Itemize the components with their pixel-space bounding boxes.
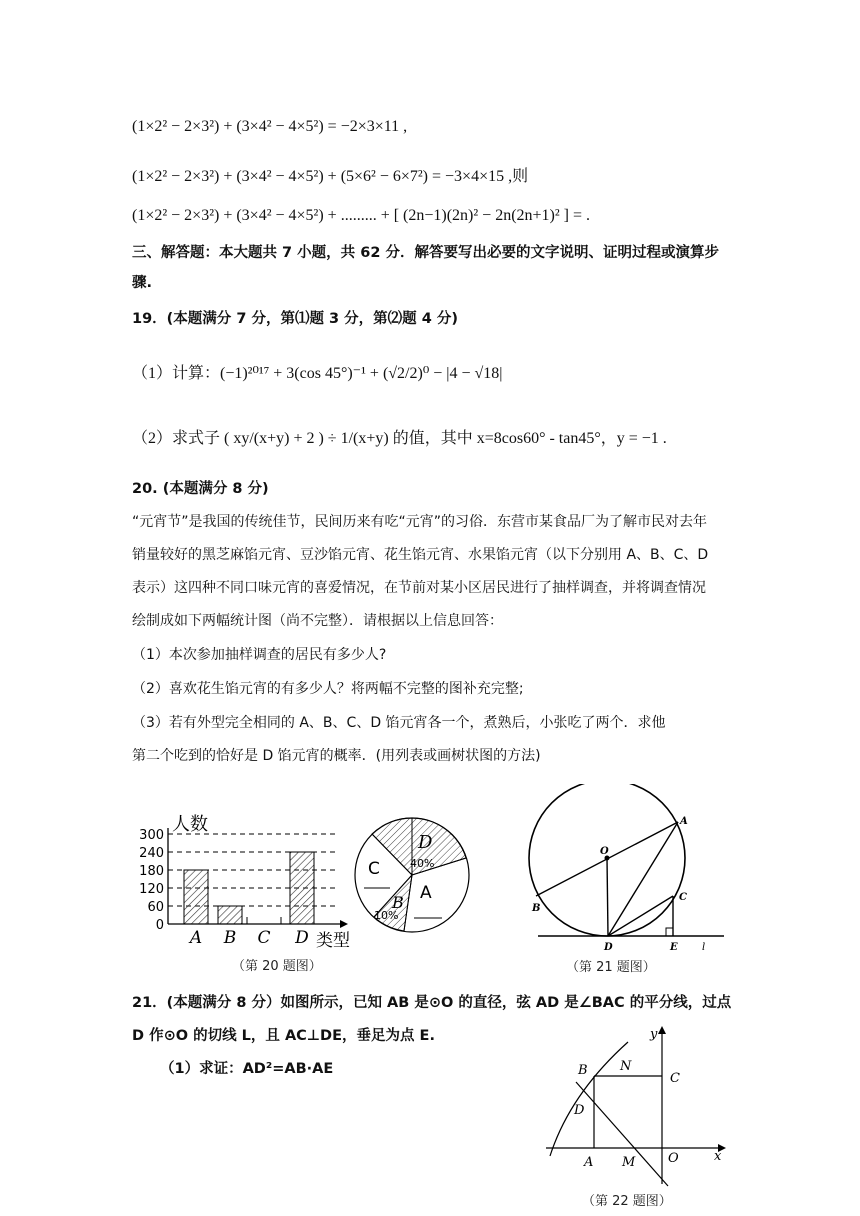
pie-pct-d: 40%	[410, 857, 435, 870]
equation-3: (1×2² − 2×3²) + (3×4² − 4×5²) + ......... + [ (2n−1)(2n)² − 2n(2n+1)² ] = .	[132, 207, 591, 224]
fig22-coordinate-diagram	[540, 1024, 730, 1189]
y-tick-label: 120	[139, 882, 164, 897]
label-b: B	[532, 903, 541, 914]
label-m: M	[622, 1155, 636, 1170]
equation-2: (1×2² − 2×3²) + (3×4² − 4×5²) + (5×6² − 6×7²) = −3×4×15 ,则	[132, 168, 529, 185]
y-tick-label: 300	[139, 828, 164, 843]
label-a: A	[584, 1155, 594, 1170]
section-3-title-cont: 骤.	[132, 275, 153, 291]
section-3-title: 三、解答题：本大题共 7 小题，共 62 分．解答要写出必要的文字说明、证明过程或演算步	[132, 245, 719, 261]
pie-label-a: A	[420, 883, 432, 903]
label-o: O	[600, 846, 609, 857]
x-axis-label: 类型	[316, 931, 350, 951]
bar-d	[290, 852, 314, 924]
label-e: E	[670, 942, 678, 953]
q20-paragraph: 表示）这四种不同口味元宵的喜爱情况，在节前对某小区居民进行了抽样调查，并将调查情况	[132, 580, 706, 596]
label-o: O	[668, 1151, 679, 1166]
fig21-circle-diagram	[528, 784, 728, 954]
q21-sub1: （1）求证：AD²=AB·AE	[160, 1061, 334, 1077]
caption-fig21: （第 21 题图）	[566, 960, 656, 975]
x-tick-label: A	[189, 928, 203, 948]
x-tick-label: D	[295, 928, 309, 948]
label-n: N	[620, 1059, 632, 1074]
bar-chart	[130, 808, 360, 953]
label-x: x	[714, 1149, 722, 1164]
x-tick-label: B	[223, 928, 237, 948]
equation-1: (1×2² − 2×3²) + (3×4² − 4×5²) = −2×3×11 ,	[132, 118, 408, 135]
q19-part1: （1）计算：(−1)²⁰¹⁷ + 3(cos 45°)⁻¹ + (√2/2)⁰ − |4 − √18|	[132, 365, 503, 382]
q19-heading: 19．(本题满分 7 分，第⑴题 3 分，第⑵题 4 分)	[132, 311, 458, 327]
q21-line1: 21．(本题满分 8 分）如图所示，已知 AB 是⊙O 的直径，弦 AD 是∠BAC 的平分线，过点	[132, 995, 732, 1011]
q20-paragraph: 销量较好的黑芝麻馅元宵、豆沙馅元宵、花生馅元宵、水果馅元宵（以下分别用 A、B、C、D	[132, 547, 709, 563]
label-a: A	[680, 816, 688, 827]
label-y: y	[650, 1027, 658, 1042]
label-c: C	[679, 892, 687, 903]
pie-label-b: B	[392, 893, 404, 912]
x-tick-label: C	[257, 928, 271, 948]
q20-sub1: （1）本次参加抽样调查的居民有多少人?	[132, 647, 387, 663]
y-tick-label: 60	[147, 900, 164, 915]
label-l: l	[702, 942, 706, 953]
q20-heading: 20. (本题满分 8 分)	[132, 481, 269, 497]
label-c: C	[670, 1071, 680, 1086]
pie-label-d: D	[418, 832, 433, 853]
y-tick-label: 240	[139, 846, 164, 861]
bar-a	[184, 870, 208, 924]
q20-paragraph: 绘制成如下两幅统计图（尚不完整）．请根据以上信息回答：	[132, 613, 503, 629]
pie-pct-b: 10%	[374, 909, 399, 922]
q21-line2: D 作⊙O 的切线 L，且 AC⊥DE，垂足为点 E.	[132, 1028, 435, 1044]
pie-chart	[352, 812, 472, 938]
q19-part2: （2）求式子 ( xy/(x+y) + 2 ) ÷ 1/(x+y) 的值，其中 x=8cos60° - tan45°，y = −1 .	[132, 430, 667, 447]
y-axis-label: 人数	[172, 814, 208, 835]
bar-b	[218, 906, 242, 924]
y-tick-label: 180	[139, 864, 164, 879]
q20-sub4: 第二个吃到的恰好是 D 馅元宵的概率．(用列表或画树状图的方法)	[132, 748, 541, 764]
label-b: B	[578, 1063, 588, 1078]
y-tick-label: 0	[155, 918, 164, 933]
q20-sub2: （2）喜欢花生馅元宵的有多少人？将两幅不完整的图补充完整;	[132, 681, 524, 697]
q20-paragraph: “元宵节”是我国的传统佳节，民间历来有吃“元宵”的习俗．东营市某食品厂为了解市民对去年	[132, 514, 708, 530]
label-d: D	[604, 942, 613, 953]
q20-sub3: （3）若有外型完全相同的 A、B、C、D 馅元宵各一个，煮熟后，小张吃了两个．求他	[132, 715, 666, 731]
pie-label-c: C	[368, 859, 380, 879]
label-d: D	[574, 1103, 585, 1118]
caption-fig20: （第 20 题图）	[232, 959, 322, 974]
caption-fig22: （第 22 题图）	[582, 1194, 672, 1209]
